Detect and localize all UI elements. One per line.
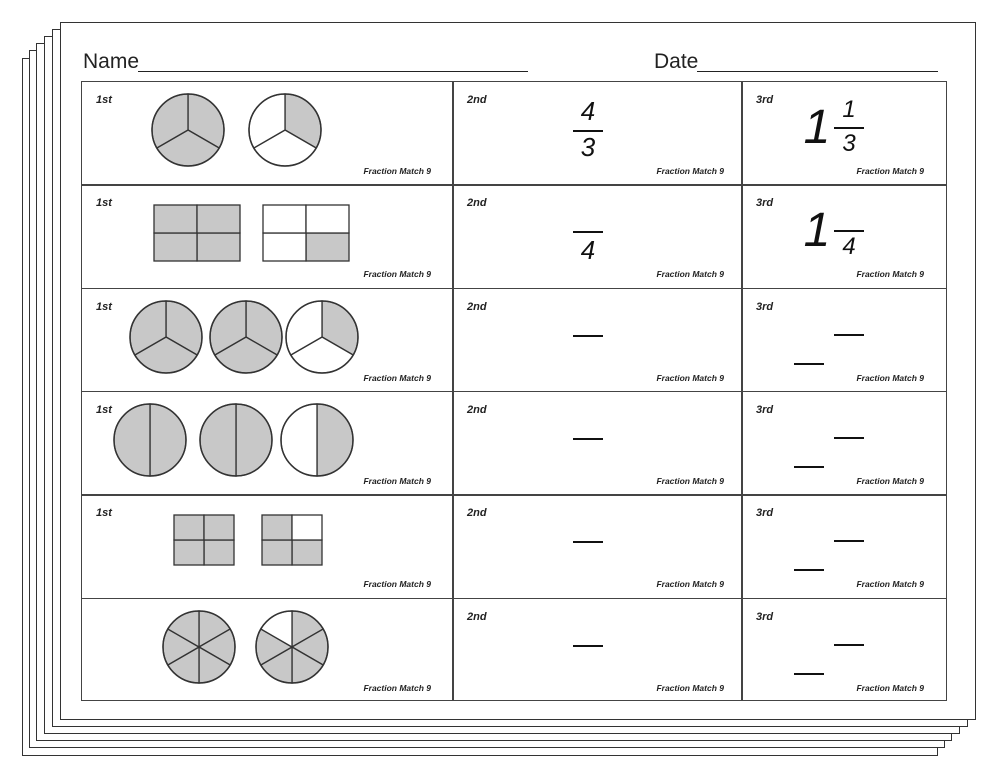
empty-square <box>292 515 322 540</box>
cell-second-6 <box>453 599 742 702</box>
fraction-bar <box>573 541 603 543</box>
fraction-bar <box>834 334 864 336</box>
cell-label: 3rd <box>756 610 774 623</box>
shaded-square <box>154 233 197 261</box>
cell-label: 1st <box>96 94 112 106</box>
shaded-square <box>262 540 292 565</box>
footer-label: Fraction Match 9 <box>856 166 924 176</box>
circle-shape-1 <box>163 611 235 683</box>
footer-label: Fraction Match 9 <box>656 372 724 383</box>
rect-shape-2 <box>263 205 349 261</box>
cell-third-4 <box>742 392 948 495</box>
circle-shape-3 <box>281 404 353 476</box>
empty-sector <box>281 404 317 476</box>
fraction-denominator: 4 <box>580 235 596 266</box>
footer-label: Fraction Match 9 <box>656 682 724 693</box>
shaded-square <box>306 233 349 261</box>
shaded-sector <box>317 404 353 476</box>
empty-square <box>263 205 306 233</box>
fraction-numerator: 1 <box>842 96 856 123</box>
empty-square <box>263 233 306 261</box>
footer-label: Fraction Match 9 <box>363 269 431 280</box>
name-label: Name <box>83 50 140 73</box>
whole-number-blank <box>794 673 824 675</box>
cell-label: 2nd <box>467 507 487 520</box>
fraction-bar <box>834 644 864 646</box>
cell-first-5 <box>82 495 453 598</box>
date-line <box>697 71 938 72</box>
cell-first-2 <box>82 185 453 288</box>
footer-label: Fraction Match 9 <box>856 269 924 280</box>
rect-shape-2 <box>262 515 322 565</box>
cell-label: 2nd <box>467 403 487 416</box>
footer-label: Fraction Match 9 <box>363 475 431 486</box>
footer-label: Fraction Match 9 <box>656 579 724 590</box>
shaded-sector <box>150 404 186 476</box>
cell-third-5 <box>742 495 948 598</box>
circle-shape-1 <box>130 301 202 373</box>
rect-shape-1 <box>154 205 240 261</box>
whole-number-blank <box>794 466 824 468</box>
cell-second-4 <box>453 392 742 495</box>
shaded-square <box>197 233 240 261</box>
cell-first-6 <box>82 599 453 702</box>
fraction-bar <box>573 645 603 647</box>
shaded-square <box>204 540 234 565</box>
cell-first-4 <box>82 392 453 495</box>
footer-label: Fraction Match 9 <box>856 682 924 693</box>
shaded-square <box>197 205 240 233</box>
mixed-whole-number: 1 <box>803 204 831 258</box>
circle-shape-1 <box>114 404 186 476</box>
cell-label: 3rd <box>756 403 774 416</box>
shaded-sector <box>114 404 150 476</box>
cell-label: 2nd <box>467 197 487 210</box>
cell-third-6 <box>742 599 948 702</box>
rect-shape-1 <box>174 515 234 565</box>
fraction-grid <box>81 81 947 701</box>
cell-second-5 <box>453 495 742 598</box>
fraction-bar <box>834 540 864 542</box>
cell-third-2 <box>742 185 948 288</box>
date-label: Date <box>654 50 699 73</box>
cell-second-1 <box>453 82 742 185</box>
cell-label: 3rd <box>756 300 774 313</box>
cell-second-3 <box>453 289 742 392</box>
circle-shape-2 <box>210 301 282 373</box>
fraction-denominator: 3 <box>842 130 856 157</box>
cell-label: 2nd <box>467 610 487 623</box>
circle-shape-2 <box>249 94 321 166</box>
circle-shape-3 <box>286 301 358 373</box>
fraction-bar <box>573 231 603 233</box>
fraction-bar <box>834 230 864 232</box>
footer-label: Fraction Match 9 <box>856 475 924 486</box>
shaded-sector <box>200 404 236 476</box>
fraction-numerator: 4 <box>580 96 596 126</box>
cell-label: 3rd <box>756 197 774 210</box>
footer-label: Fraction Match 9 <box>656 475 724 486</box>
mixed-whole-number: 1 <box>803 101 831 154</box>
cell-label: 2nd <box>467 300 487 313</box>
footer-label: Fraction Match 9 <box>856 579 924 590</box>
whole-number-blank <box>794 363 824 365</box>
shaded-sector <box>236 404 272 476</box>
cell-third-1 <box>742 82 948 185</box>
fraction-denominator: 4 <box>842 233 856 261</box>
fraction-bar <box>573 438 603 440</box>
circle-shape-2 <box>200 404 272 476</box>
footer-label: Fraction Match 9 <box>656 166 724 176</box>
cell-first-1 <box>82 82 453 185</box>
shaded-square <box>174 540 204 565</box>
footer-label: Fraction Match 9 <box>363 372 431 383</box>
cell-second-2 <box>453 185 742 288</box>
shaded-square <box>204 515 234 540</box>
fraction-bar <box>834 437 864 439</box>
fraction-denominator: 3 <box>580 132 596 162</box>
cell-first-3 <box>82 289 453 392</box>
footer-label: Fraction Match 9 <box>363 579 431 590</box>
shaded-square <box>154 205 197 233</box>
footer-label: Fraction Match 9 <box>856 372 924 383</box>
name-line <box>138 71 528 72</box>
empty-square <box>306 205 349 233</box>
footer-label: Fraction Match 9 <box>656 269 724 280</box>
shaded-square <box>292 540 322 565</box>
circle-shape-2 <box>256 611 328 683</box>
footer-label: Fraction Match 9 <box>363 166 431 176</box>
cell-label: 1st <box>96 197 112 210</box>
whole-number-blank <box>794 569 824 571</box>
cell-label: 3rd <box>756 507 774 520</box>
cell-third-3 <box>742 289 948 392</box>
shaded-square <box>262 515 292 540</box>
footer-label: Fraction Match 9 <box>363 682 431 693</box>
fraction-bar <box>834 127 864 129</box>
cell-label: 3rd <box>756 94 774 106</box>
cell-label: 2nd <box>467 94 487 106</box>
cell-label: 1st <box>96 403 112 416</box>
shaded-square <box>174 515 204 540</box>
fraction-bar <box>573 335 603 337</box>
circle-shape-1 <box>152 94 224 166</box>
cell-label: 1st <box>96 507 112 520</box>
cell-label: 1st <box>96 300 112 313</box>
